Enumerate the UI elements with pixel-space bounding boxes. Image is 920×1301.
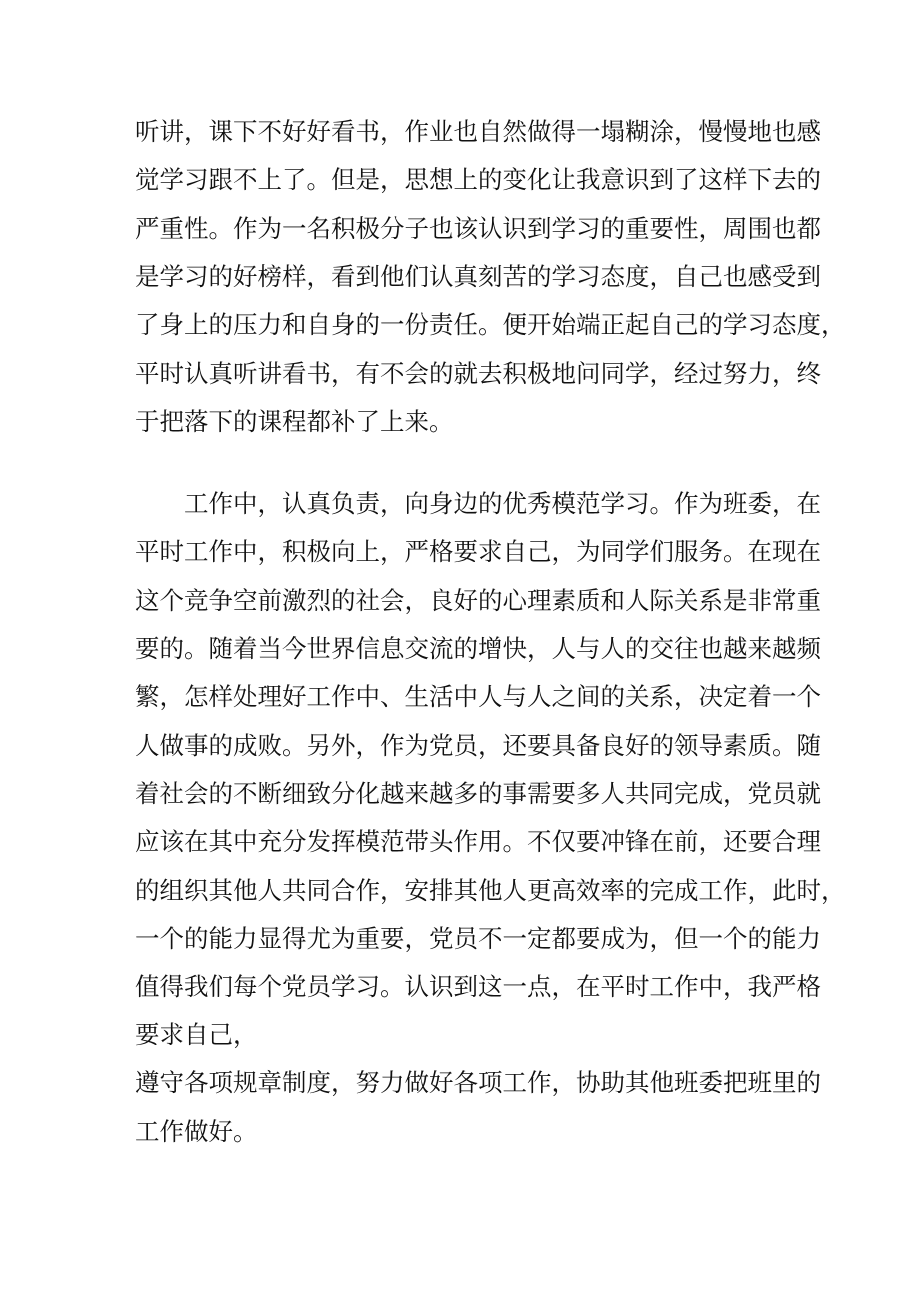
paragraph-2-line-13: 遵守各项规章制度，努力做好各项工作，协助其他班委把班里的 [135, 1068, 821, 1097]
paragraph-2-line-6: 人做事的成败。另外，作为党员，还要具备良好的领导素质。随 [135, 731, 821, 760]
paragraph-1-line-5: 了身上的压力和自身的一份责任。便开始端正起自己的学习态度， [135, 310, 846, 339]
paragraph-1-line-1: 听讲，课下不好好看书，作业也自然做得一塌糊涂，慢慢地也感 [135, 117, 821, 146]
paragraph-2-line-12: 要求自己， [135, 1020, 258, 1049]
paragraph-2-line-10: 一个的能力显得尤为重要，党员不一定都要成为，但一个的能力 [135, 924, 821, 953]
paragraph-2-line-11: 值得我们每个党员学习。认识到这一点，在平时工作中，我严格 [135, 972, 821, 1001]
paragraph-1-line-6: 平时认真听讲看书，有不会的就去积极地问同学，经过努力，终 [135, 359, 821, 388]
paragraph-2-line-14: 工作做好。 [135, 1117, 258, 1146]
paragraph-2-line-8: 应该在其中充分发挥模范带头作用。不仅要冲锋在前，还要合理 [135, 827, 821, 856]
paragraph-2-line-5: 繁，怎样处理好工作中、生活中人与人之间的关系，决定着一个 [135, 682, 821, 711]
paragraph-1-line-2: 觉学习跟不上了。但是，思想上的变化让我意识到了这样下去的 [135, 165, 821, 194]
paragraph-2-line-7: 着社会的不断细致分化越来越多的事需要多人共同完成，党员就 [135, 779, 821, 808]
paragraph-1-line-7: 于把落下的课程都补了上来。 [135, 407, 454, 436]
paragraph-2-line-1: 工作中，认真负责，向身边的优秀模范学习。作为班委，在 [184, 489, 821, 518]
paragraph-1-line-4: 是学习的好榜样，看到他们认真刻苦的学习态度，自己也感受到 [135, 262, 821, 291]
paragraph-2-line-4: 要的。随着当今世界信息交流的增快，人与人的交往也越来越频 [135, 634, 821, 663]
paragraph-2-line-9: 的组织其他人共同合作，安排其他人更高效率的完成工作，此时， [135, 876, 846, 905]
paragraph-1-line-3: 严重性。作为一名积极分子也该认识到学习的重要性，周围也都 [135, 214, 821, 243]
paragraph-2-line-3: 这个竞争空前激烈的社会，良好的心理素质和人际关系是非常重 [135, 586, 821, 615]
paragraph-2-line-2: 平时工作中，积极向上，严格要求自己，为同学们服务。在现在 [135, 537, 821, 566]
